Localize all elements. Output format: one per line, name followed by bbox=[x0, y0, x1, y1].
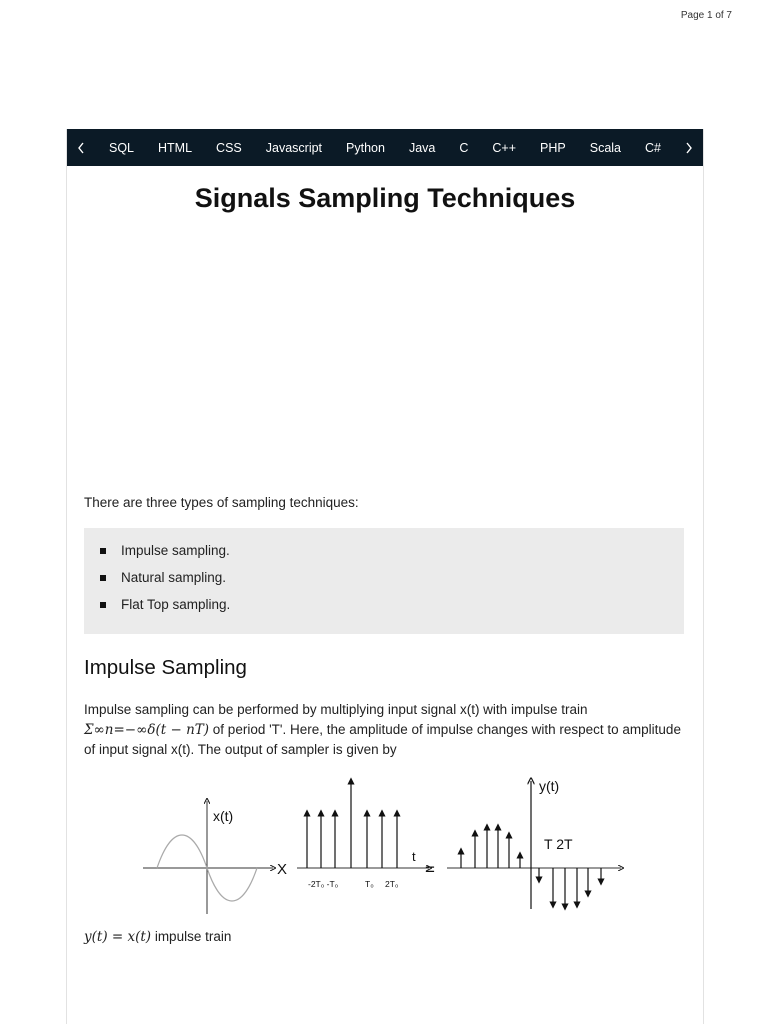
nav-prev-button[interactable] bbox=[67, 129, 95, 166]
nav-item-html[interactable]: HTML bbox=[158, 140, 193, 155]
page-title: Signals Sampling Techniques bbox=[194, 183, 576, 213]
output-formula-math: y(t) = x(t) bbox=[84, 929, 152, 945]
xt-label: x(t) bbox=[213, 808, 234, 824]
impulse-train-formula: Σ∞n=−∞δ(t − nT) bbox=[84, 722, 210, 738]
language-navbar bbox=[67, 129, 703, 166]
sampled-output-plot bbox=[447, 778, 621, 909]
multiply-symbol: X bbox=[277, 861, 288, 878]
square-bullet-icon bbox=[100, 548, 106, 554]
section-heading: Impulse Sampling bbox=[84, 656, 247, 679]
ad-placeholder bbox=[67, 239, 703, 479]
techniques-list-box bbox=[84, 528, 684, 634]
nav-item-c[interactable]: C bbox=[459, 140, 469, 155]
tick-label-2t0: 2T₀ bbox=[385, 879, 399, 889]
intro-text: There are three types of sampling techniques: bbox=[84, 495, 359, 510]
square-bullet-icon bbox=[100, 575, 106, 581]
nav-item-sql[interactable]: SQL bbox=[109, 140, 135, 155]
chevron-right-icon bbox=[685, 142, 693, 154]
nav-items bbox=[95, 141, 675, 155]
period-label: T 2T bbox=[544, 836, 573, 852]
list-item bbox=[100, 597, 684, 612]
impulse-paragraph bbox=[84, 700, 689, 760]
square-bullet-icon bbox=[100, 602, 106, 608]
input-signal-plot bbox=[143, 801, 273, 914]
nav-item-cpp[interactable]: C++ bbox=[492, 140, 517, 155]
chevron-left-icon bbox=[77, 142, 85, 154]
tick-label-t0: T₀ bbox=[365, 879, 374, 889]
nav-item-scala[interactable]: Scala bbox=[589, 140, 622, 155]
paragraph-text: Impulse sampling can be performed by multiplying input signal x(t) with impulse train bbox=[84, 702, 588, 717]
nav-next-button[interactable] bbox=[675, 129, 703, 166]
list-item-label: Impulse sampling. bbox=[121, 543, 230, 558]
equals-symbol: = bbox=[425, 860, 435, 879]
list-item bbox=[100, 570, 684, 585]
nav-item-csharp[interactable]: C# bbox=[645, 140, 661, 155]
impulse-train-plot bbox=[297, 781, 429, 889]
nav-item-php[interactable]: PHP bbox=[540, 140, 566, 155]
impulse-sampling-diagram bbox=[137, 769, 627, 919]
nav-item-javascript[interactable]: Javascript bbox=[265, 140, 323, 155]
page-indicator: Page 1 of 7 bbox=[680, 10, 732, 21]
list-item-label: Natural sampling. bbox=[121, 570, 227, 585]
output-formula bbox=[84, 929, 231, 945]
techniques-list bbox=[84, 528, 684, 612]
nav-item-python[interactable]: Python bbox=[346, 140, 385, 155]
nav-item-java[interactable]: Java bbox=[408, 140, 436, 155]
paragraph-text: of period 'T'. Here, the amplitude of impulse changes with respect to amplitude of input signal x(t). The output of sampler is given by bbox=[84, 722, 681, 757]
yt-label: y(t) bbox=[539, 778, 560, 794]
nav-item-css[interactable]: CSS bbox=[216, 140, 242, 155]
output-formula-text: impulse train bbox=[151, 929, 232, 944]
list-item-label: Flat Top sampling. bbox=[121, 597, 231, 612]
article-card bbox=[66, 129, 704, 1024]
tick-label-neg: -2T₀ -T₀ bbox=[308, 879, 339, 889]
t-axis-label: t bbox=[412, 849, 416, 864]
list-item bbox=[100, 543, 684, 558]
